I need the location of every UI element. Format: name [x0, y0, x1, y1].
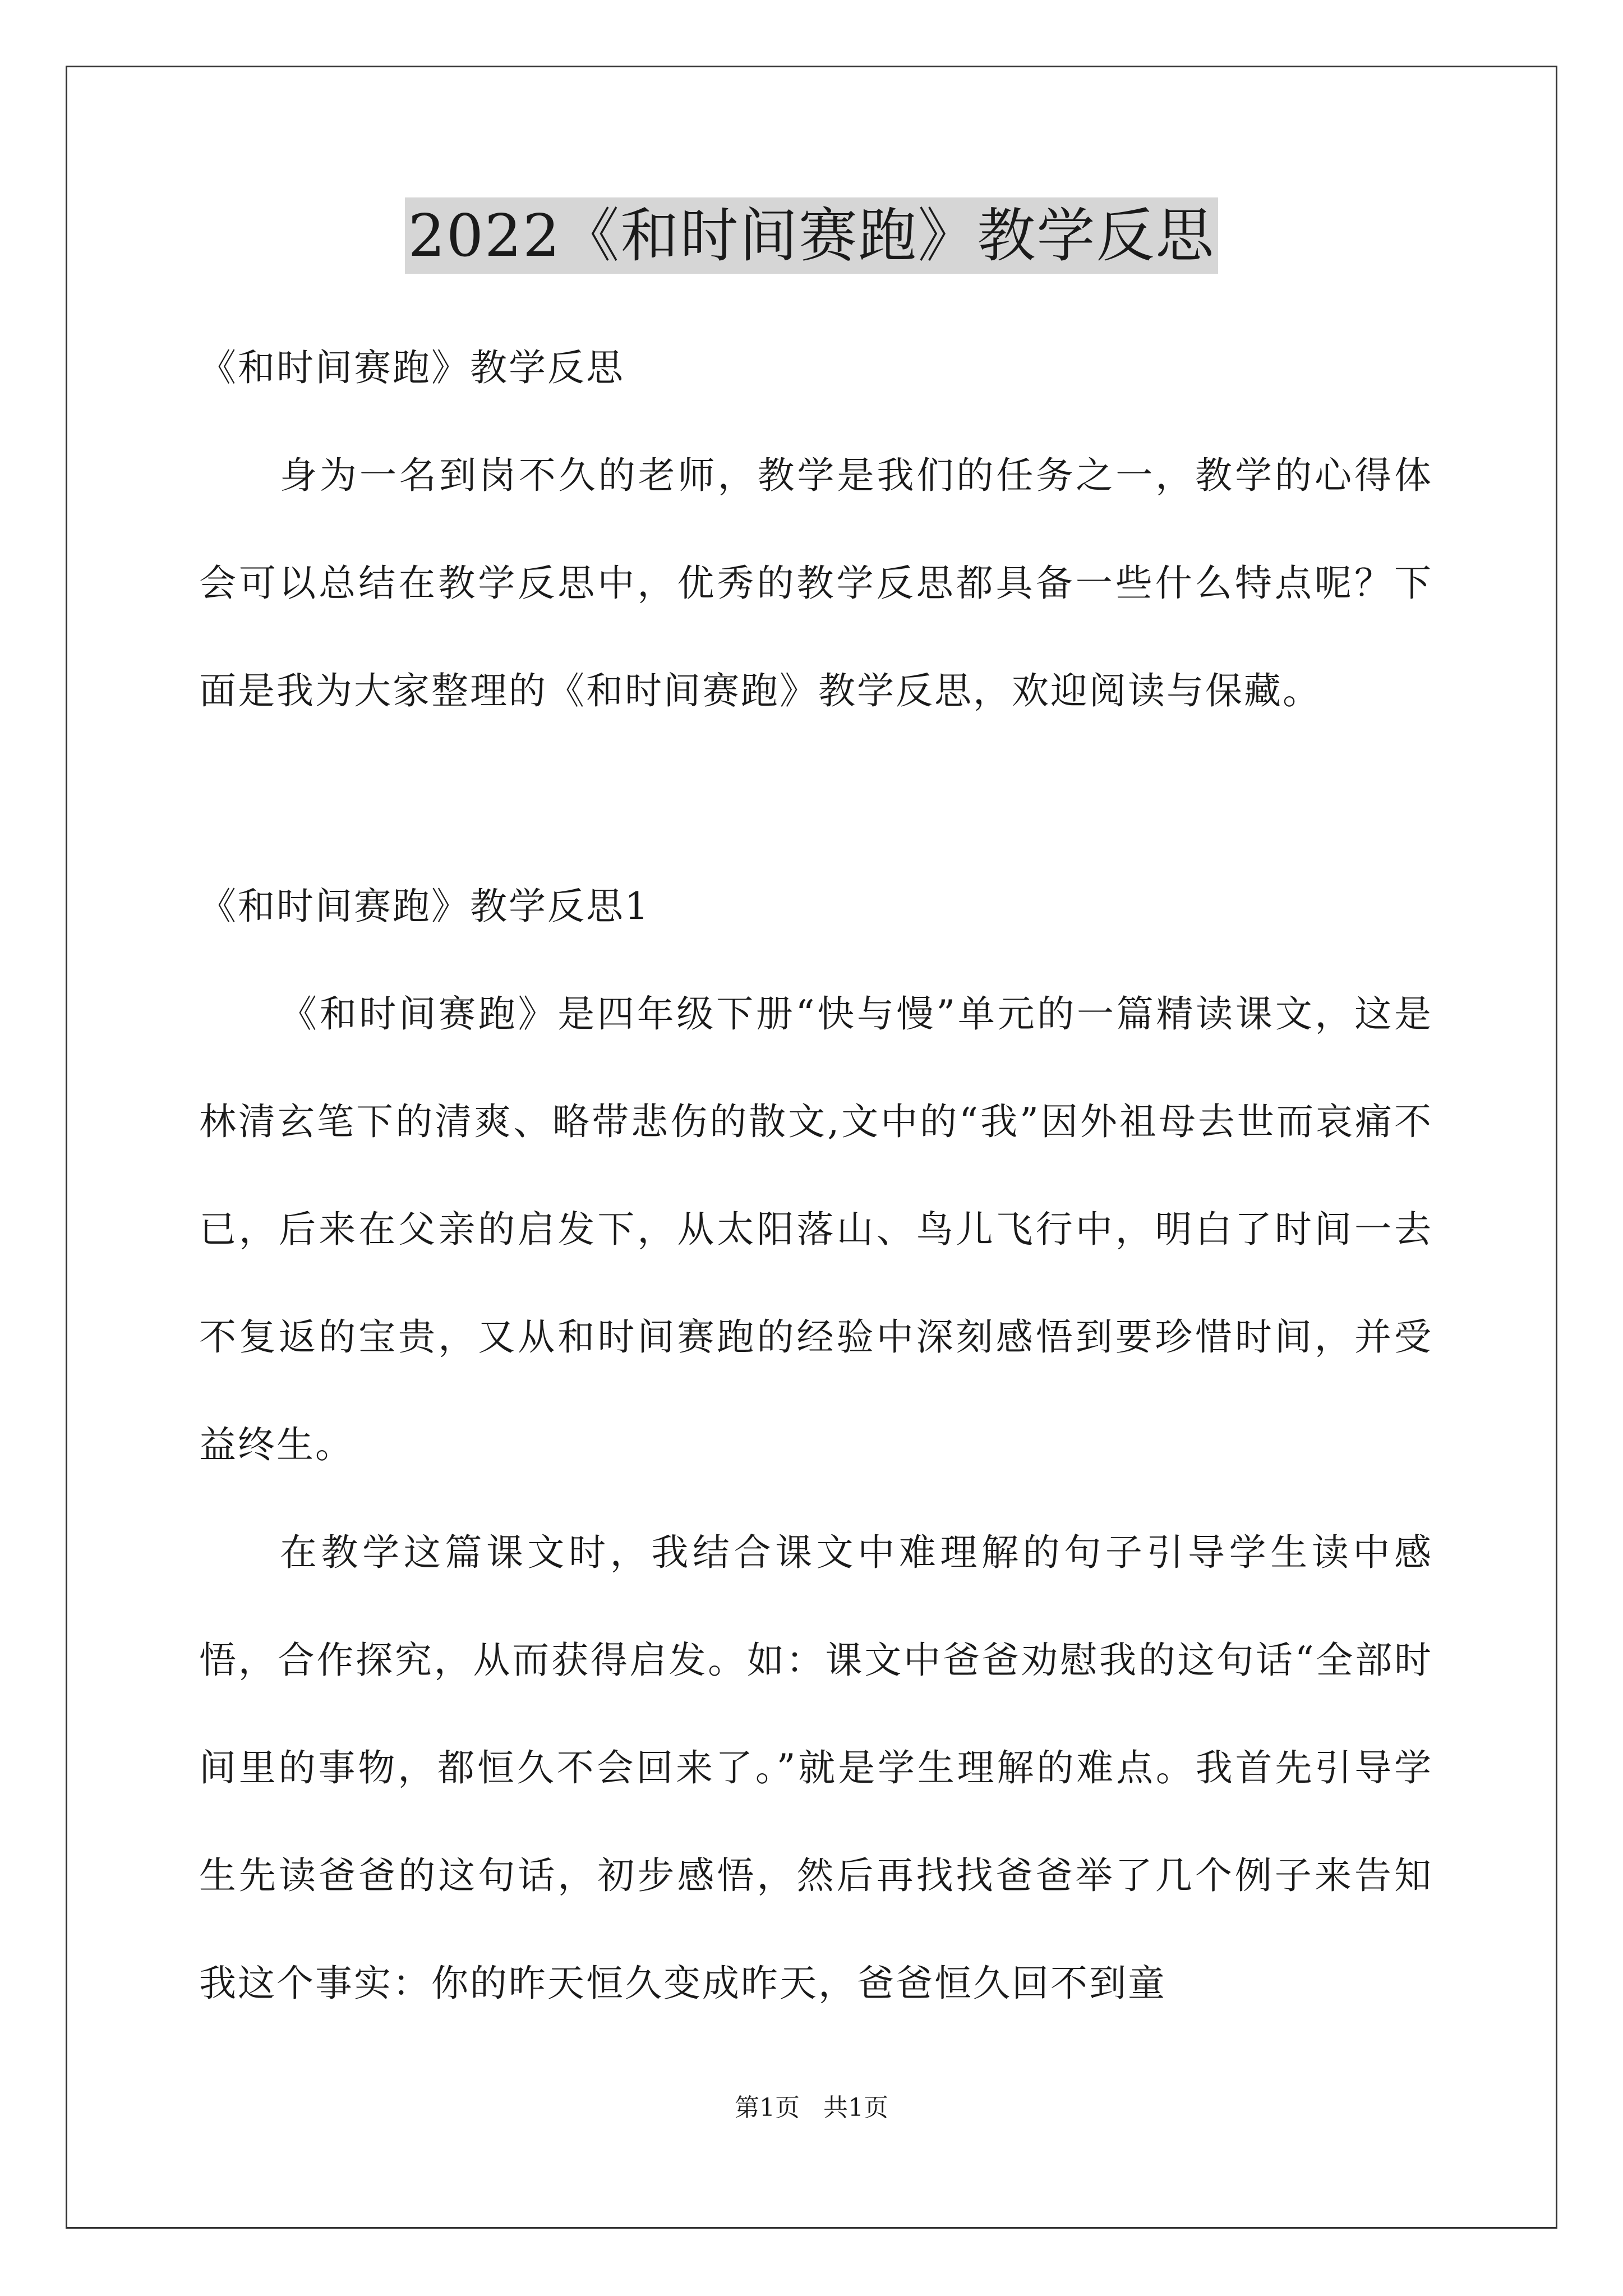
intro-paragraph: 身为一名到岗不久的老师，教学是我们的任务之一，教学的心得体会可以总结在教学反思中，优秀的教学反思都具备一些什么特点呢？下面是我为大家整理的《和时间赛跑》教学反思，欢迎阅读与保藏。 [199, 454, 1433, 712]
body-paragraph-1: 《和时间赛跑》是四年级下册“快与慢”单元的一篇精读课文，这是林清玄笔下的清爽、略带悲伤的散文,文中的“我”因外祖母去世而哀痛不已，后来在父亲的启发下，从太阳落山、鸟儿飞行中，明白了时间一去不复返的宝贵，又从和时间赛跑的经验中深刻感悟到要珍惜时间，并受益终生。 [199, 992, 1433, 1466]
document-title: 2022《和时间赛跑》教学反思 [405, 197, 1219, 274]
page-number-footer: 第1页 共1页 [735, 2093, 888, 2122]
document-body [199, 314, 1433, 2037]
body-paragraph-2: 在教学这篇课文时，我结合课文中难理解的句子引导学生读中感悟，合作探究，从而获得启发。如：课文中爸爸劝慰我的这句话“全部时间里的事物，都恒久不会回来了。”就是学生理解的难点。我首先引导学生先读爸爸的这句话，初步感悟，然后再找找爸爸举了几个例子来告知我这个事实：你的昨天恒久变成昨天，爸爸恒久回不到童 [199, 1531, 1433, 2005]
document-subtitle: 《和时间赛跑》教学反思 [199, 346, 625, 389]
section-spacer [199, 745, 1433, 853]
section-heading: 《和时间赛跑》教学反思1 [199, 885, 650, 928]
title-container [0, 197, 1623, 274]
